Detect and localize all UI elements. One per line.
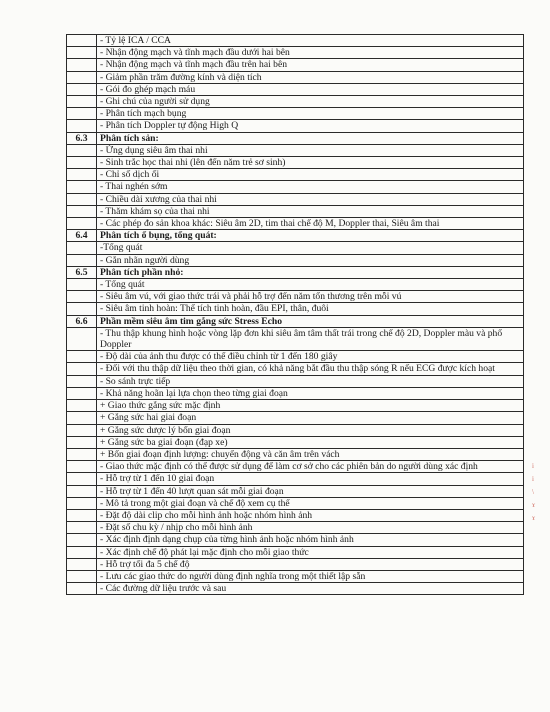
margin-marks (532, 460, 542, 525)
table-row (67, 83, 524, 95)
item-text: - Chỉ số dịch ối (97, 169, 524, 181)
section-number (67, 47, 97, 59)
table-row (67, 473, 524, 485)
item-text: - Phân tích mạch bụng (97, 108, 524, 120)
item-text: - Ứng dụng siêu âm thai nhi (97, 144, 524, 156)
section-number (67, 144, 97, 156)
item-text: - Thăm khám sọ của thai nhi (97, 205, 524, 217)
section-number (67, 546, 97, 558)
item-text: - Nhận động mạch và tĩnh mạch đầu trên hai bên (97, 59, 524, 71)
table-row (67, 570, 524, 582)
table-row (67, 497, 524, 509)
item-text: - Mô tả trong một giai đoạn và chế độ xem cụ thể (97, 497, 524, 509)
section-number (67, 375, 97, 387)
item-text: - Đặt độ dài clip cho mỗi hình ảnh hoặc nhóm hình ảnh (97, 509, 524, 521)
section-number (67, 509, 97, 521)
table-row (67, 193, 524, 205)
item-text: - Sinh trắc học thai nhi (lên đến năm trẻ sơ sinh) (97, 157, 524, 169)
section-number (67, 279, 97, 291)
section-number (67, 169, 97, 181)
item-text: + Gắng sức hai giai đoạn (97, 412, 524, 424)
table-row (67, 279, 524, 291)
table-row (67, 412, 524, 424)
table-row (67, 218, 524, 230)
margin-mark: \ (532, 488, 534, 496)
table-row (67, 254, 524, 266)
item-text: -Tổng quát (97, 242, 524, 254)
section-number (67, 400, 97, 412)
section-number: 6.3 (67, 132, 97, 144)
item-text: - Hỗ trợ từ 1 đến 10 giai đoạn (97, 473, 524, 485)
margin-mark: ɤ (532, 514, 536, 522)
item-text: - Thai nghén sớm (97, 181, 524, 193)
item-text: - Siêu âm vú, với giao thức trái và phải hỗ trợ đến năm tổn thương trên mỗi vú (97, 291, 524, 303)
section-row (67, 315, 524, 327)
section-number (67, 157, 97, 169)
table-row (67, 120, 524, 132)
item-text: + Bốn giai đoạn định lượng: chuyển động và căn âm trên vách (97, 448, 524, 460)
table-row (67, 242, 524, 254)
table-row (67, 400, 524, 412)
section-number (67, 412, 97, 424)
margin-mark: i (532, 475, 534, 483)
item-text: + Gắng sức dược lý bốn giai đoạn (97, 424, 524, 436)
item-text: - Siêu âm tinh hoàn: Thể tích tinh hoàn, đầu EPI, thân, đuôi (97, 303, 524, 315)
section-number (67, 193, 97, 205)
section-number (67, 461, 97, 473)
table-row (67, 375, 524, 387)
item-text: - Nhận động mạch và tĩnh mạch đầu dưới hai bên (97, 47, 524, 59)
item-text: - Thu thập khung hình hoặc vòng lặp đơn khi siêu âm tâm thất trái trong chế độ 2D, Doppler màu và phổ Doppler (97, 327, 524, 350)
item-text: + Giao thức gắng sức mặc định (97, 400, 524, 412)
table-row (67, 71, 524, 83)
item-text: - Gói đo ghép mạch máu (97, 83, 524, 95)
item-text: - Hỗ trợ từ 1 đến 40 lượt quan sát mỗi giai đoạn (97, 485, 524, 497)
section-number (67, 436, 97, 448)
section-title: Phần mềm siêu âm tim gắng sức Stress Echo (97, 315, 524, 327)
section-number (67, 570, 97, 582)
table-row (67, 157, 524, 169)
table-row (67, 35, 524, 47)
table-row (67, 351, 524, 363)
item-text: - Độ dài của ảnh thu được có thể điều chỉnh từ 1 đến 180 giây (97, 351, 524, 363)
table-row (67, 363, 524, 375)
section-title: Phân tích sản: (97, 132, 524, 144)
table-row (67, 546, 524, 558)
item-text: - Các phép đo sản khoa khác: Siêu âm 2D, tim thai chế độ M, Doppler thai, Siêu âm thai (97, 218, 524, 230)
table-row (67, 47, 524, 59)
table-row (67, 108, 524, 120)
spec-table (66, 34, 524, 595)
table-row (67, 583, 524, 595)
section-number (67, 254, 97, 266)
table-row (67, 558, 524, 570)
section-number (67, 387, 97, 399)
table-row (67, 509, 524, 521)
item-text: - Các đường dữ liệu trước và sau (97, 583, 524, 595)
section-number: 6.4 (67, 230, 97, 242)
item-text: - Chiều dài xương của thai nhi (97, 193, 524, 205)
table-row (67, 205, 524, 217)
section-number (67, 83, 97, 95)
item-text: - Gắn nhãn người dùng (97, 254, 524, 266)
section-number (67, 303, 97, 315)
section-number (67, 448, 97, 460)
table-row (67, 448, 524, 460)
section-number (67, 351, 97, 363)
section-number (67, 291, 97, 303)
table-row (67, 96, 524, 108)
table-row (67, 303, 524, 315)
item-text: - Tỷ lệ ICA / CCA (97, 35, 524, 47)
section-title: Phân tích ổ bụng, tổng quát: (97, 230, 524, 242)
table-row (67, 59, 524, 71)
item-text: - Đặt số chu kỳ / nhịp cho mỗi hình ảnh (97, 522, 524, 534)
section-number (67, 218, 97, 230)
section-number (67, 242, 97, 254)
item-text: - Xác định chế độ phát lại mặc định cho mỗi giao thức (97, 546, 524, 558)
section-number (67, 583, 97, 595)
section-number (67, 558, 97, 570)
section-number (67, 473, 97, 485)
table-row (67, 291, 524, 303)
section-number (67, 120, 97, 132)
table-row (67, 424, 524, 436)
margin-mark: i (532, 462, 534, 470)
item-text: - Hỗ trợ tối đa 5 chế độ (97, 558, 524, 570)
item-text: - Đối với thu thập dữ liệu theo thời gian, có khả năng bắt đầu thu thập sóng R nếu ECG được kích hoạt (97, 363, 524, 375)
table-row (67, 534, 524, 546)
section-number (67, 327, 97, 350)
section-number (67, 35, 97, 47)
section-number: 6.5 (67, 266, 97, 278)
section-number (67, 424, 97, 436)
section-number (67, 59, 97, 71)
section-number (67, 71, 97, 83)
section-number (67, 534, 97, 546)
section-number (67, 205, 97, 217)
table-row (67, 522, 524, 534)
section-number (67, 363, 97, 375)
section-title: Phân tích phần nhỏ: (97, 266, 524, 278)
section-number (67, 108, 97, 120)
section-number: 6.6 (67, 315, 97, 327)
section-row (67, 132, 524, 144)
section-row (67, 266, 524, 278)
margin-mark: ɤ (532, 501, 536, 509)
item-text: - Giảm phần trăm đường kính và diện tích (97, 71, 524, 83)
item-text: - Giao thức mặc định có thể được sử dụng để làm cơ sở cho các phiên bản do người dùng xác định (97, 461, 524, 473)
table-row (67, 387, 524, 399)
table-row (67, 485, 524, 497)
item-text: - Ghi chú của người sử dụng (97, 96, 524, 108)
section-row (67, 230, 524, 242)
table-row (67, 181, 524, 193)
section-number (67, 96, 97, 108)
table-row (67, 327, 524, 350)
item-text: - Lưu các giao thức do người dùng định nghĩa trong một thiết lập sẵn (97, 570, 524, 582)
table-row (67, 169, 524, 181)
item-text: + Gắng sức ba giai đoạn (đạp xe) (97, 436, 524, 448)
item-text: - Khả năng hoãn lại lựa chọn theo từng giai đoạn (97, 387, 524, 399)
item-text: - Tổng quát (97, 279, 524, 291)
table-row (67, 436, 524, 448)
section-number (67, 485, 97, 497)
item-text: - Phân tích Doppler tự động High Q (97, 120, 524, 132)
item-text: - Xác định định dạng chụp của từng hình ảnh hoặc nhóm hình ảnh (97, 534, 524, 546)
section-number (67, 181, 97, 193)
section-number (67, 522, 97, 534)
table-row (67, 461, 524, 473)
section-number (67, 497, 97, 509)
item-text: - So sánh trực tiếp (97, 375, 524, 387)
table-row (67, 144, 524, 156)
